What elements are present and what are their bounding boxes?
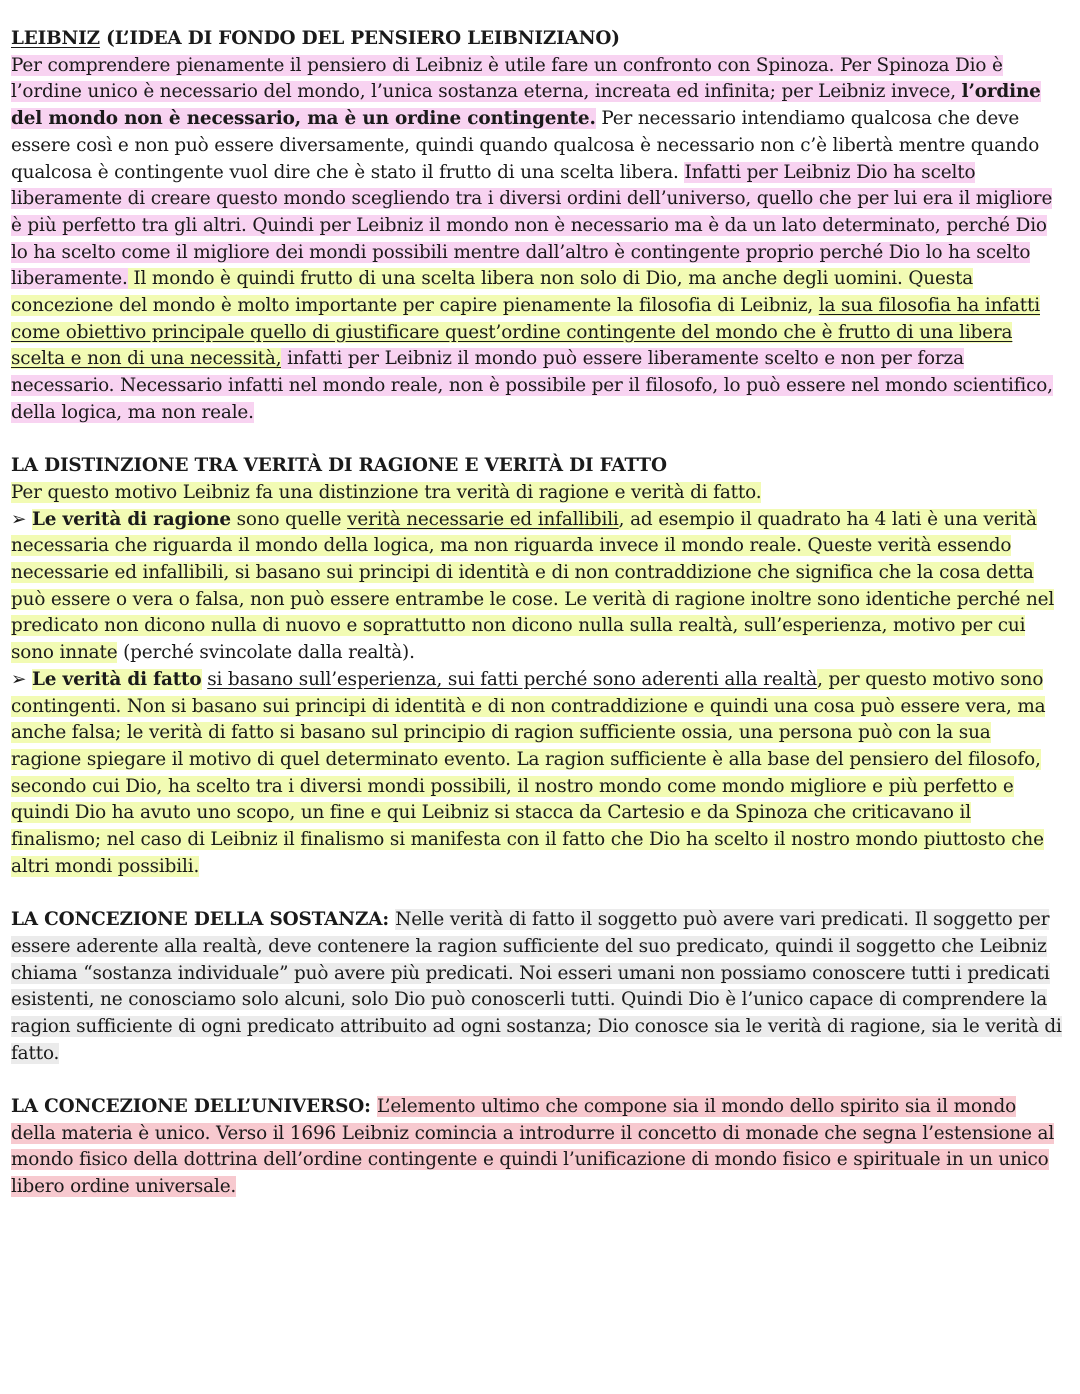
section-sostanza bbox=[11, 907, 1063, 1067]
bullet-term: Le verità di fatto bbox=[31, 668, 202, 690]
highlight-text-grey: Nelle verità di fatto il soggetto può avere vari predicati. Il soggetto per essere aderente alla realtà, deve contenere la ragion sufficiente del suo predicato, quindi il soggetto che Leibniz chiama “sostanza individuale” può avere più predicati. Noi esseri umani non possiamo conoscere tutti i predicati esistenti, ne conosciamo solo alcuni, solo Dio può conoscerli tutti. Quindi Dio è l’unico capace di comprendere la ragion sufficiente di ogni predicato attribuito ad ogni sostanza; Dio conosce sia le verità di ragione, sia le verità di fatto. bbox=[11, 909, 1062, 1064]
underlined-highlight-text: la sua filosofia ha infatti come obiettivo principale quello di giustificare quest’ordine contingente del mondo che è frutto di una libera scelta e non di una necessità, bbox=[11, 295, 1040, 370]
section-universo bbox=[11, 1094, 1063, 1201]
arrow-bullet-icon: ➢ bbox=[11, 508, 32, 530]
title-subtitle: (L’IDEA DI FONDO DEL PENSIERO LEIBNIZIANO) bbox=[99, 28, 620, 49]
highlight-text: Infatti per Leibniz Dio ha scelto liberamente di creare questo mondo scegliendo tra i diversi ordini dell’universo, quello che per lui era il migliore è più perfetto tra gli altri. Quindi per Leibniz il mondo non è necessario ma è da un lato determinato, perché Dio lo ha scelto come il migliore dei mondi possibili mentre dall’altro è contingente proprio perché Dio lo ha scelto liberamente. bbox=[11, 161, 1053, 290]
body-text: sono quelle bbox=[230, 508, 348, 530]
section-verita bbox=[11, 453, 1063, 880]
section-title: LA CONCEZIONE DELL’UNIVERSO bbox=[11, 1096, 365, 1118]
highlight-text-yellow: Il mondo è quindi frutto di una scelta libera non solo di Dio, ma anche degli uomini. bbox=[127, 268, 903, 290]
body-text: , ad esempio il quadrato ha 4 lati è una verità necessaria che riguarda il mondo della logica, ma non riguarda invece il mondo reale. Queste verità essendo necessarie ed infallibili, si basano sui principi di identità e di non contraddizione che significa che la cosa detta può essere o vera o falsa, non può essere entrambe le cose. Le verità di ragione inoltre sono identiche perché nel predicato non dicono nulla di nuovo e soprattutto non dicono nulla sulla realtà, sull’esperienza, motivo per cui sono innate bbox=[11, 508, 1055, 664]
section-title: LA DISTINZIONE TRA VERITÀ DI RAGIONE E VERITÀ DI FATTO bbox=[11, 455, 667, 477]
body-text: , per questo motivo sono contingenti. Non si basano sui principi di identità e di non contraddizione e quindi una cosa può essere vera, ma anche falsa; le verità di fatto si basano sul principio di ragion sufficiente ossia, una persona può con la sua ragione spiegare il motivo di quel determinato evento. La ragion sufficiente è alla base del pensiero del filosofo, secondo cui Dio, ha scelto tra i diversi mondi possibili, il nostro mondo come mondo migliore e più perfetto e quindi Dio ha avuto uno scopo, un fine e qui Leibniz si stacca da Cartesio e da Spinoza che criticavano il finalismo; nel caso di Leibniz il finalismo si manifesta con il fatto che Dio ha scelto il nostro mondo piuttosto che altri mondi possibili. bbox=[11, 668, 1046, 877]
document-page bbox=[11, 26, 1063, 1201]
title-colon: : bbox=[382, 909, 396, 931]
body-text: Per necessario intendiamo qualcosa che deve essere così e non può essere diversamente, quindi quando qualcosa è necessario non c’è libertà mentre quando qualcosa è contingente vuol dire che è stato il frutto di una scelta libera. bbox=[11, 108, 1040, 183]
intro-text: Per questo motivo Leibniz fa una distinzione tra verità di ragione e verità di fatto. bbox=[11, 481, 762, 503]
title-leibniz: LEIBNIZ bbox=[11, 28, 100, 49]
highlight-text-red: L’elemento ultimo che compone sia il mondo dello spirito sia il mondo della materia è unico. Verso il 1696 Leibniz comincia a introdurre il concetto di monade che segna l’estensione al mondo fisico della dottrina dell’ordine contingente e quindi l’unificazione di mondo fisico e spirituale in un unico libero ordine universale. bbox=[11, 1096, 1055, 1198]
section-title bbox=[11, 28, 620, 49]
section-title: LA CONCEZIONE DELLA SOSTANZA bbox=[11, 909, 383, 931]
highlight-text: infatti per Leibniz il mondo può essere liberamente scelto e non per forza necessario. Necessario infatti nel mondo reale, non è possibile per il filosofo, lo può essere nel mondo scientifico, della logica, ma non reale. bbox=[11, 348, 1053, 423]
underlined-text: verità necessarie ed infallibili bbox=[347, 508, 619, 530]
section-leibniz bbox=[11, 26, 1063, 427]
title-colon: : bbox=[364, 1096, 377, 1118]
highlight-text: Per comprendere pienamente il pensiero di Leibniz è utile fare un confronto con Spinoza. Per Spinoza Dio è l’ordine unico è necessario del mondo, l’unica sostanza eterna, increata ed infinita; per Leibniz invece, bbox=[11, 54, 1003, 103]
arrow-bullet-icon: ➢ bbox=[11, 668, 32, 690]
underlined-text: si basano sull’esperienza, sui fatti perché sono aderenti alla realtà bbox=[207, 668, 818, 690]
bold-highlight-text: l’ordine del mondo non è necessario, ma è un ordine contingente. bbox=[11, 81, 1041, 130]
body-text: (perché svincolate dalla realtà). bbox=[117, 642, 415, 664]
highlight-text-yellow: Questa concezione del mondo è molto importante per capire pienamente la filosofia di Leibniz, bbox=[11, 268, 974, 317]
bullet-term: Le verità di ragione bbox=[31, 508, 231, 530]
